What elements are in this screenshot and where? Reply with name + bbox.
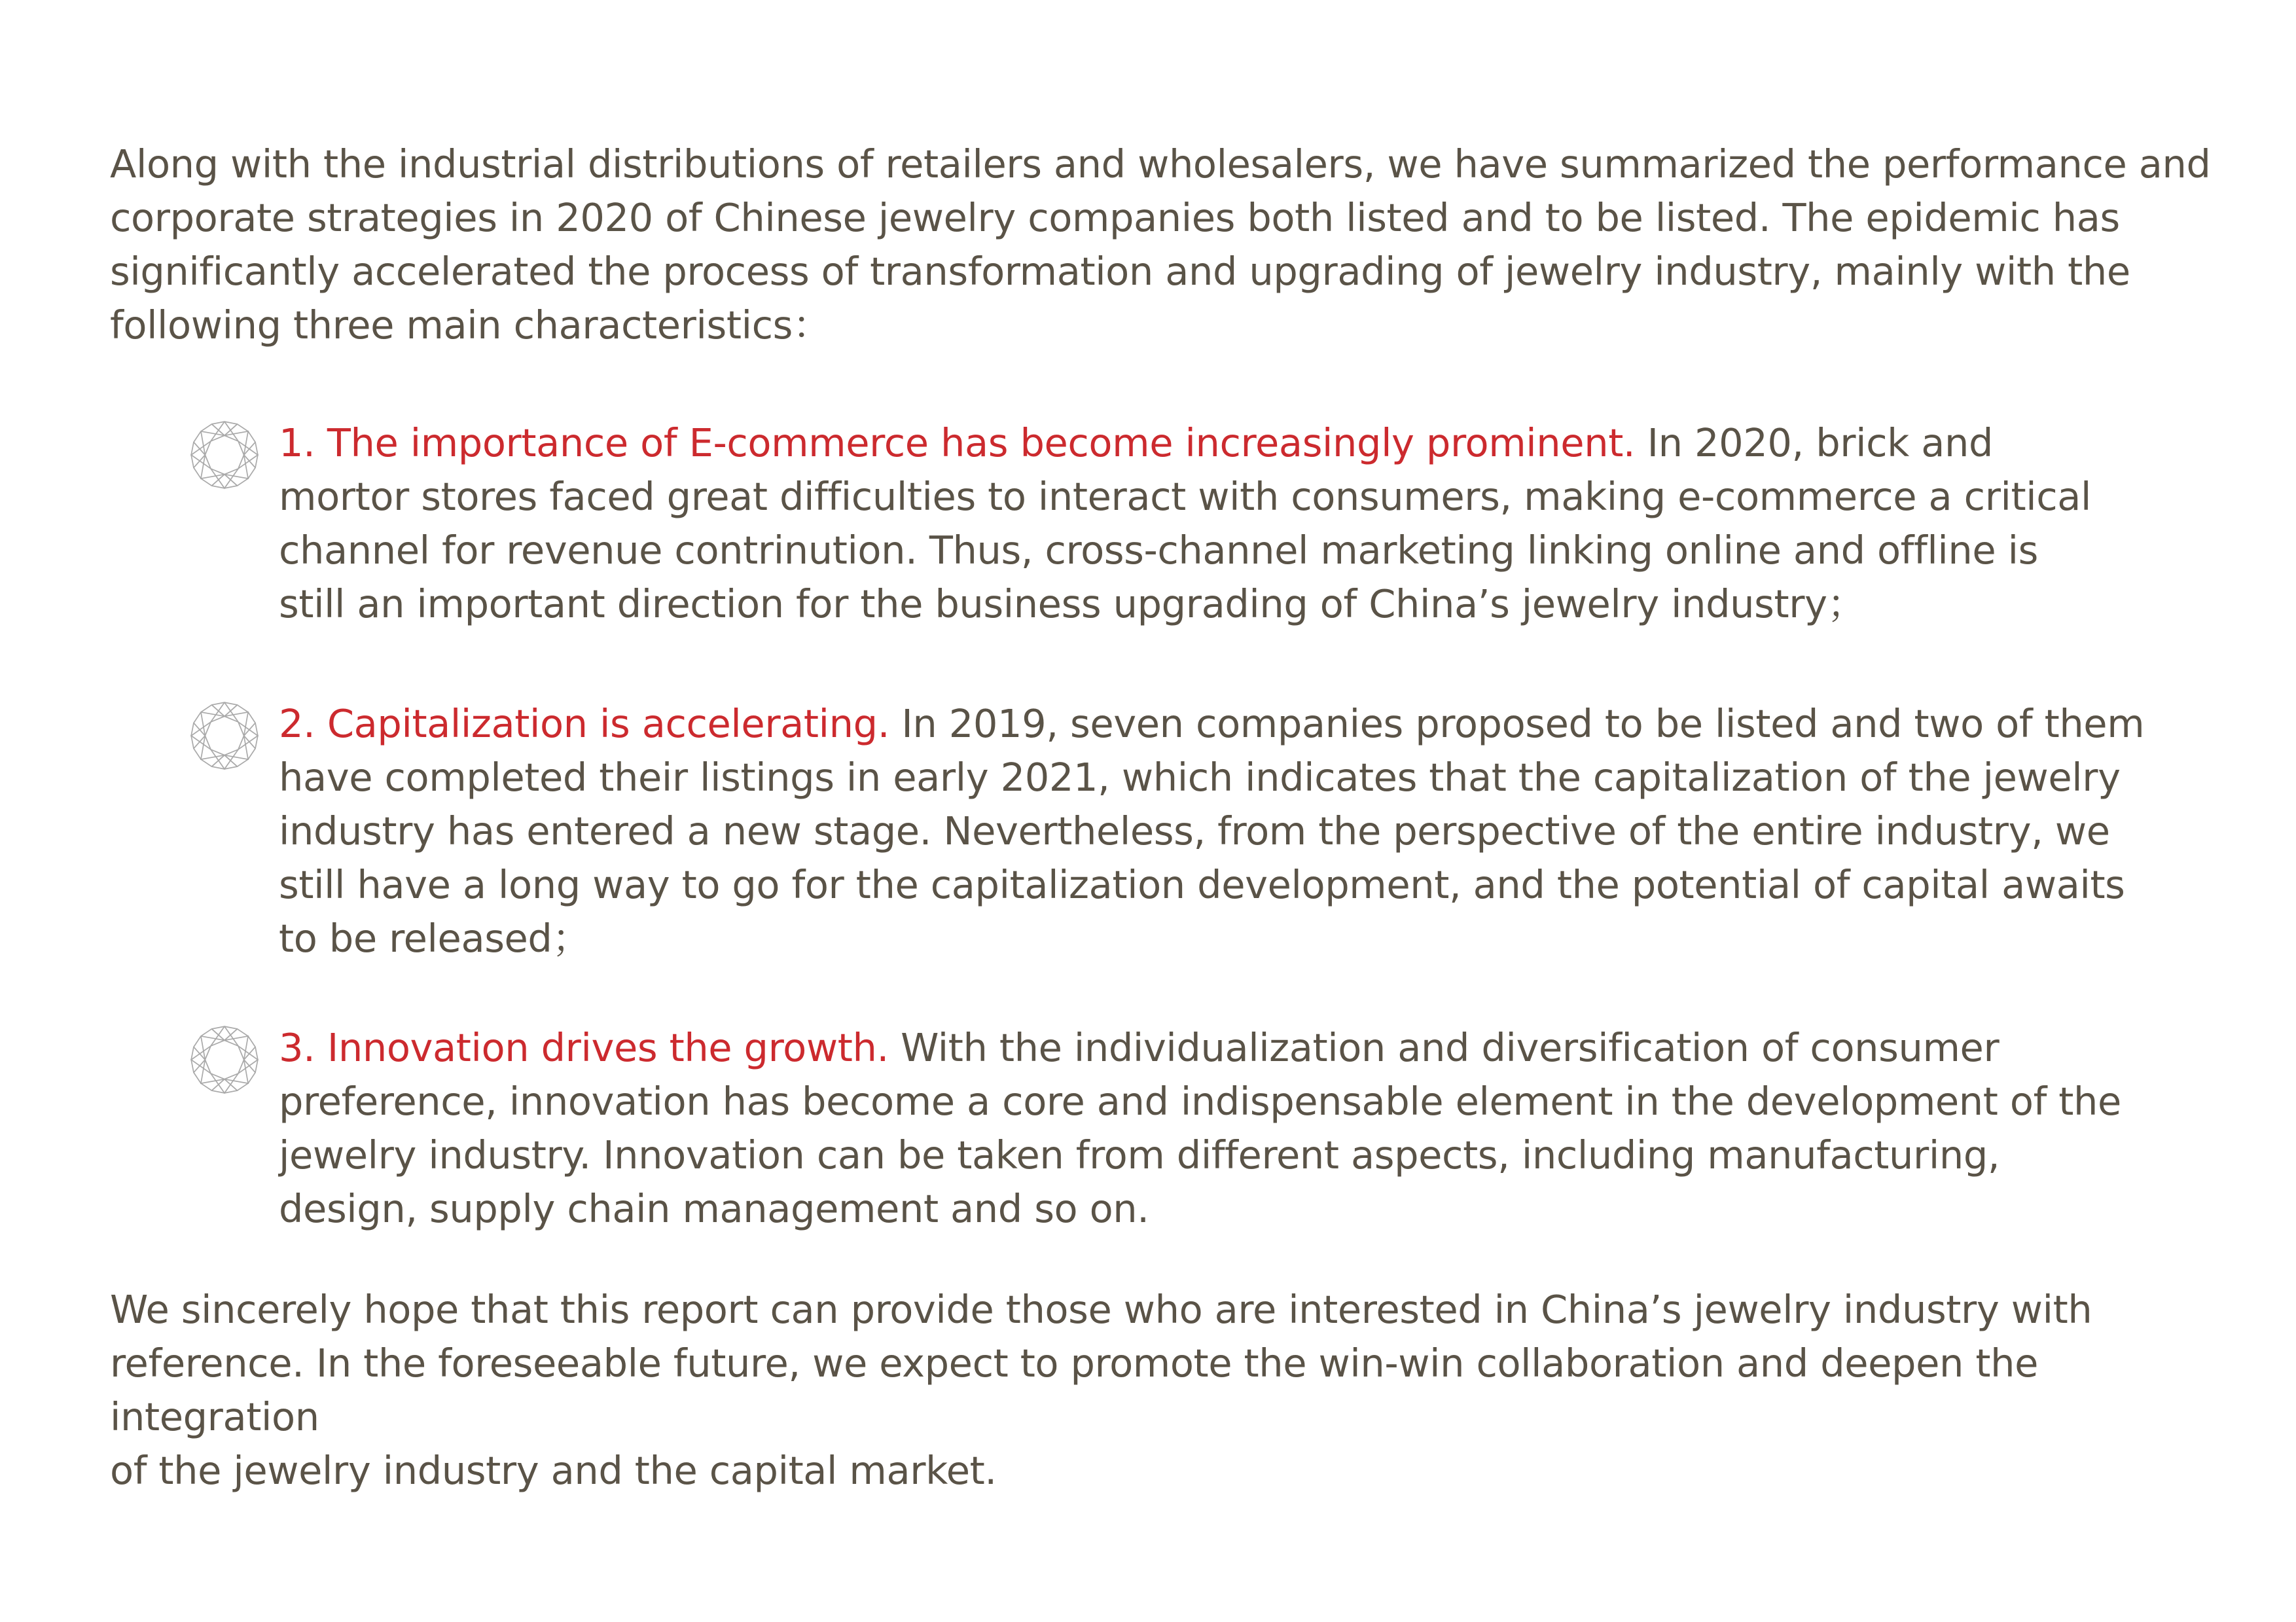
characteristic-heading-2: 2. Capitalization is accelerating. (279, 701, 890, 746)
characteristic-body-3: With the individualization and diversification of consumer preference, innovation has become a core and indispensable element in the development of the jewelry industry. Innovation can be taken from different aspects, including manufacturing, design, supply chain management and so on. (279, 1025, 2121, 1231)
diamond-icon (190, 1025, 259, 1094)
intro-paragraph: Along with the industrial distributions of retailers and wholesalers, we have summarized the performance and corporate strategies in 2020 of Chinese jewelry companies both listed and to be listed. The epidemic has significantly accelerated the process of transformation and upgrading of jewelry industry, mainly with the following three main characteristics： (110, 141, 2211, 348)
characteristic-text-3 (279, 1021, 2216, 1236)
characteristic-body-2: In 2019, seven companies proposed to be listed and two of them have completed their listings in early 2021, which indicates that the capitalization of the jewelry industry has entered a new stage. Nevertheless, from the perspective of the entire industry, we still have a long way to go for the capitalization development, and the potential of capital awaits to be released； (279, 701, 2145, 961)
diamond-icon (190, 420, 259, 490)
characteristic-text-2 (279, 697, 2216, 965)
diamond-icon (190, 701, 259, 770)
characteristic-heading-3: 3. Innovation drives the growth. (279, 1025, 889, 1070)
characteristic-body-1: In 2020, brick and mortor stores faced great difficulties to interact with consumers, making e-commerce a critical channel for revenue contrinution. Thus, cross-channel marketing linking online and offline is still an important direction for the business upgrading of China’s jewelry industry； (279, 420, 2092, 626)
characteristic-heading-1: 1. The importance of E-commerce has become increasingly prominent. (279, 420, 1636, 465)
characteristic-text-1 (279, 416, 2216, 631)
closing-paragraph: We sincerely hope that this report can provide those who are interested in China’s jewelry industry with reference. In the foreseeable future, we expect to promote the win-win collaboration and deepen the integration of the jewelry industry and the capital market. (110, 1287, 2092, 1493)
